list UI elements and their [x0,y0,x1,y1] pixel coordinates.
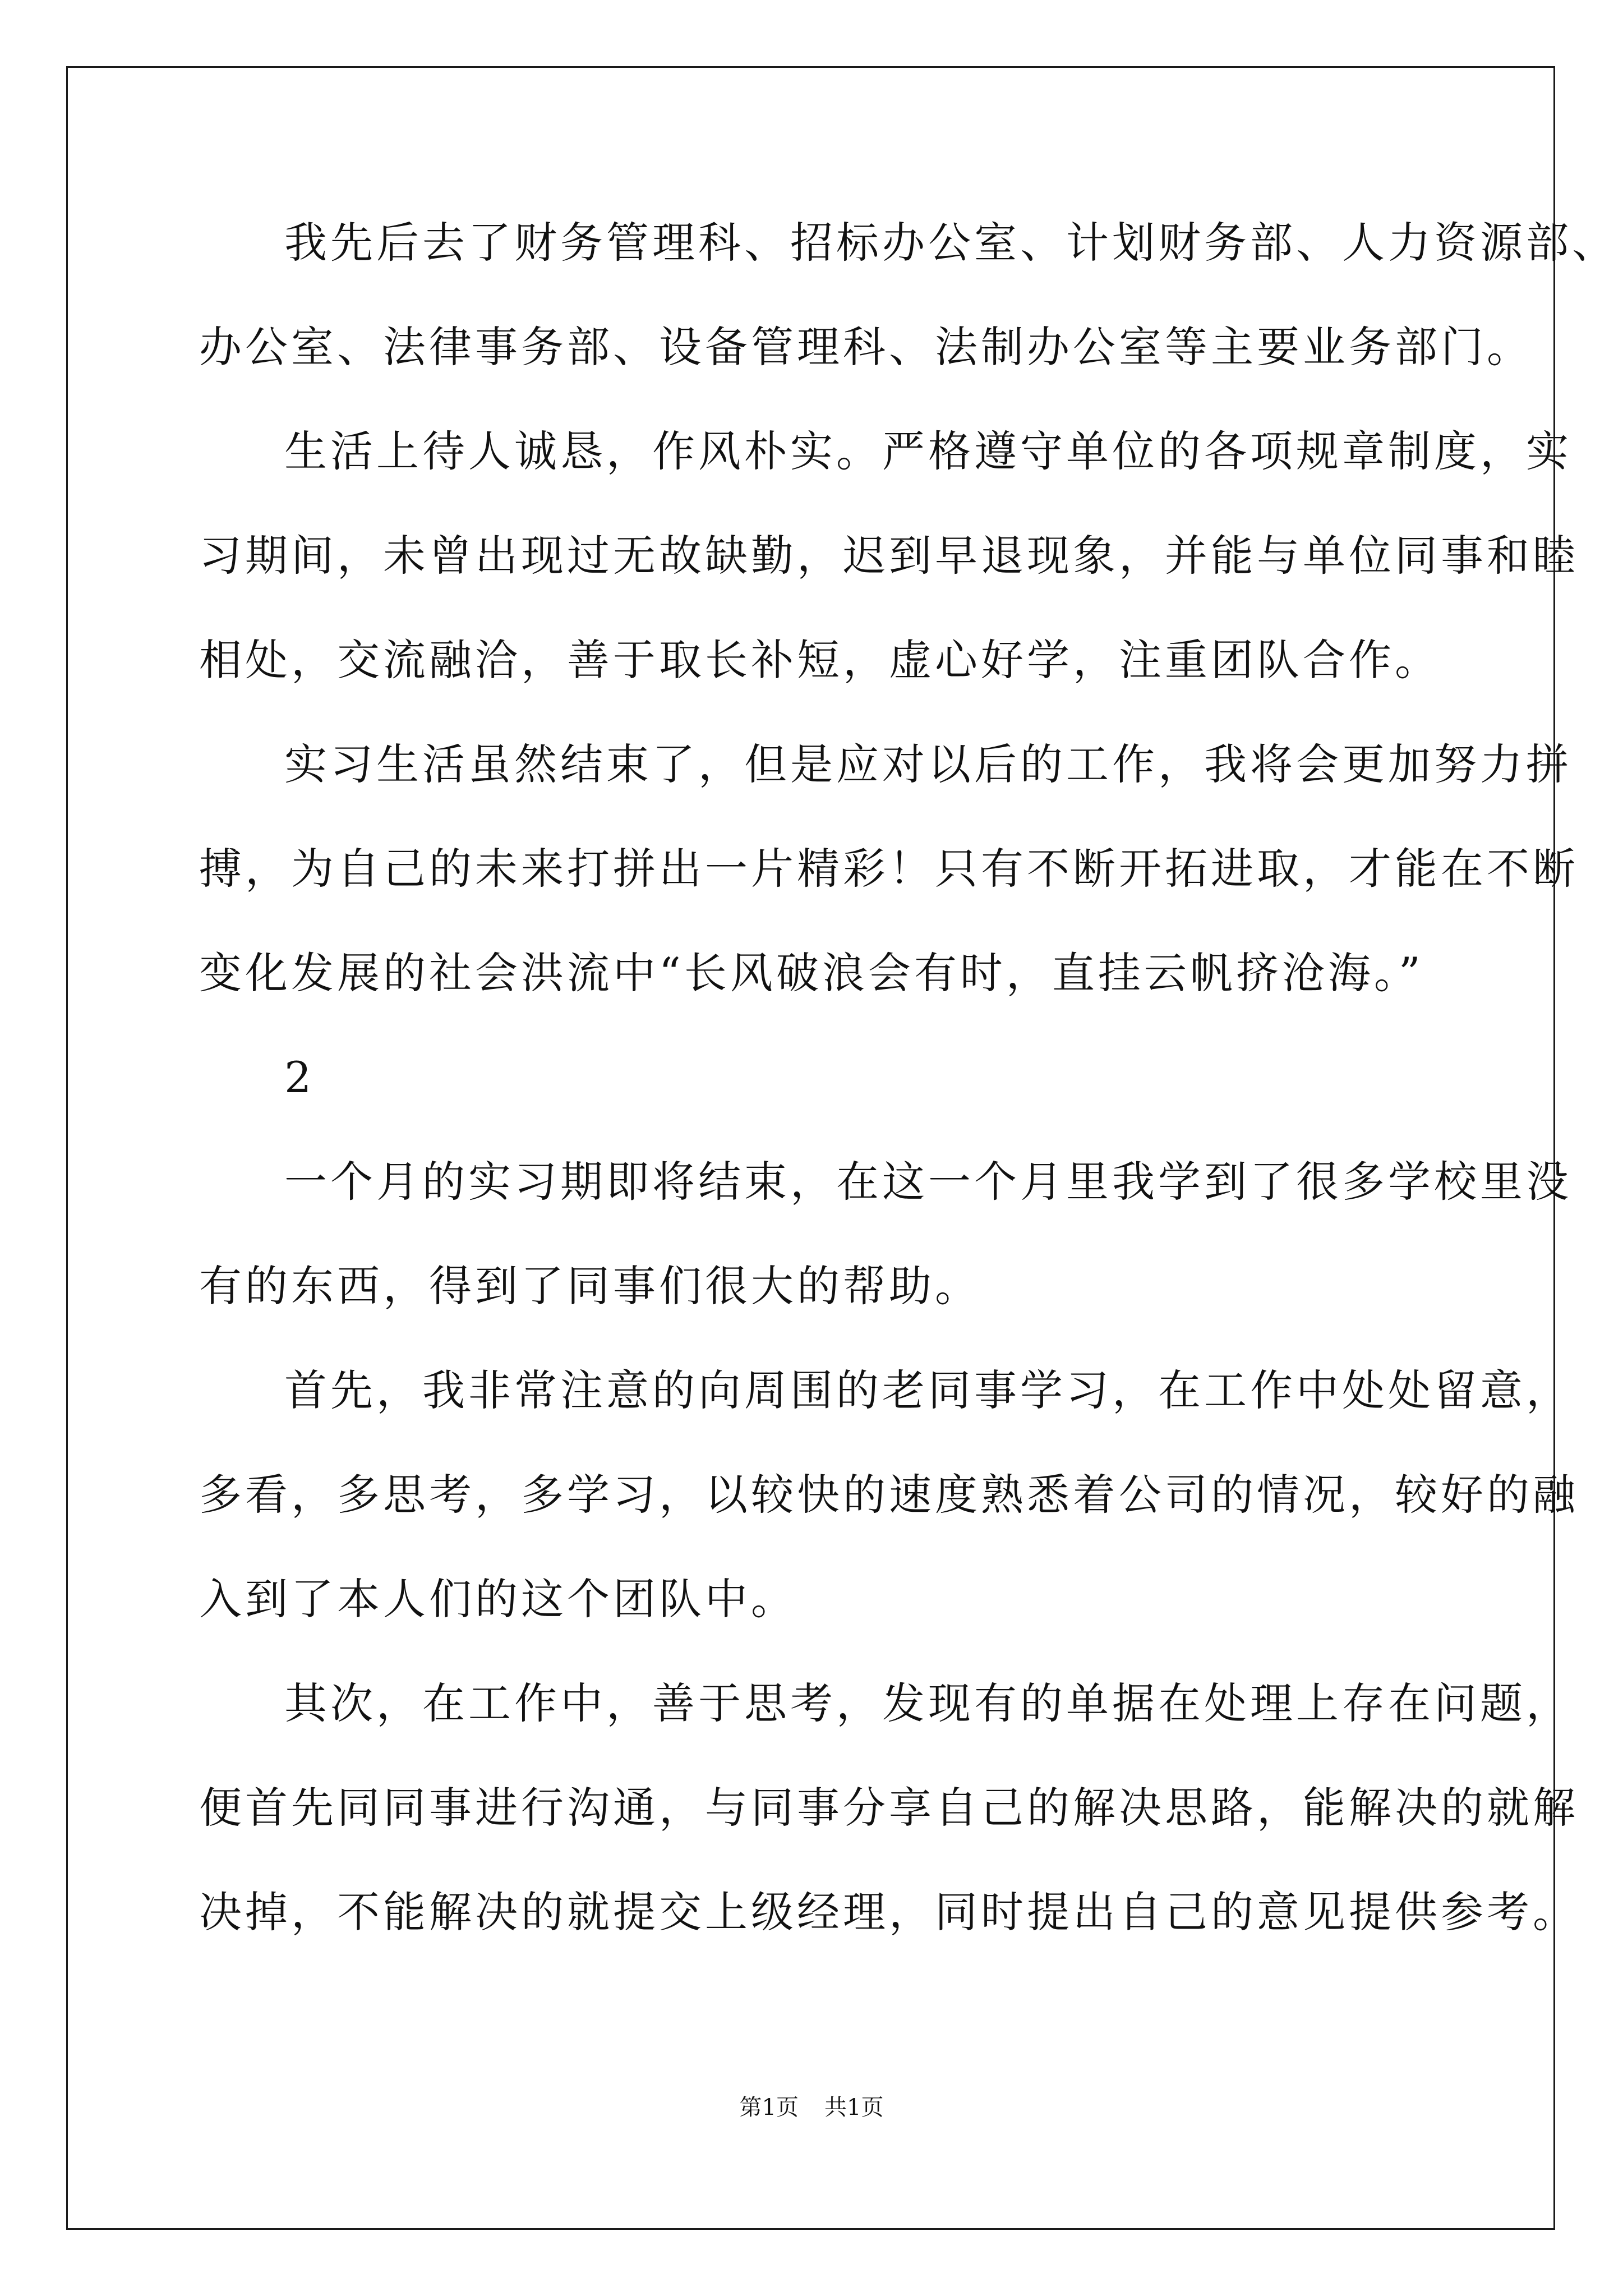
text-line: 入到了本人们的这个团队中。 [199,1574,797,1624]
text-line: 习期间，未曾出现过无故缺勤，迟到早退现象，并能与单位同事和睦 [199,531,1579,581]
page-number: 第1页 [739,2095,799,2120]
text-line: 决掉，不能解决的就提交上级经理，同时提出自己的意见提供参考。 [199,1887,1579,1937]
text-line: 有的东西，得到了同事们很大的帮助。 [199,1261,981,1311]
text-line: 搏，为自己的未来打拼出一片精彩！只有不断开拓进取，才能在不断 [199,844,1579,894]
text-line: 便首先同同事进行沟通，与同事分享自己的解决思路，能解决的就解 [199,1783,1579,1833]
text-line: 一个月的实习期即将结束，在这一个月里我学到了很多学校里没 [284,1157,1572,1207]
page-footer [0,2095,1623,2120]
text-line: 其次，在工作中，善于思考，发现有的单据在处理上存在问题， [284,1678,1572,1728]
section-number: 2 [284,1052,315,1102]
text-line: 相处，交流融洽，善于取长补短，虚心好学，注重团队合作。 [199,635,1441,685]
text-line: 首先，我非常注意的向周围的老同事学习，在工作中处处留意， [284,1365,1572,1415]
text-line: 办公室、法律事务部、设备管理科、法制办公室等主要业务部门。 [199,322,1533,372]
text-line: 多看，多思考，多学习，以较快的速度熟悉着公司的情况，较好的融 [199,1470,1579,1520]
text-line: 生活上待人诚恳，作风朴实。严格遵守单位的各项规章制度，实 [284,426,1572,476]
page-total: 共1页 [824,2095,884,2120]
text-line: 我先后去了财务管理科、招标办公室、计划财务部、人力资源部、 [284,218,1618,268]
text-line: 变化发展的社会洪流中“长风破浪会有时，直挂云帆挤沧海。” [199,948,1424,998]
text-line: 实习生活虽然结束了，但是应对以后的工作，我将会更加努力拼 [284,739,1572,789]
